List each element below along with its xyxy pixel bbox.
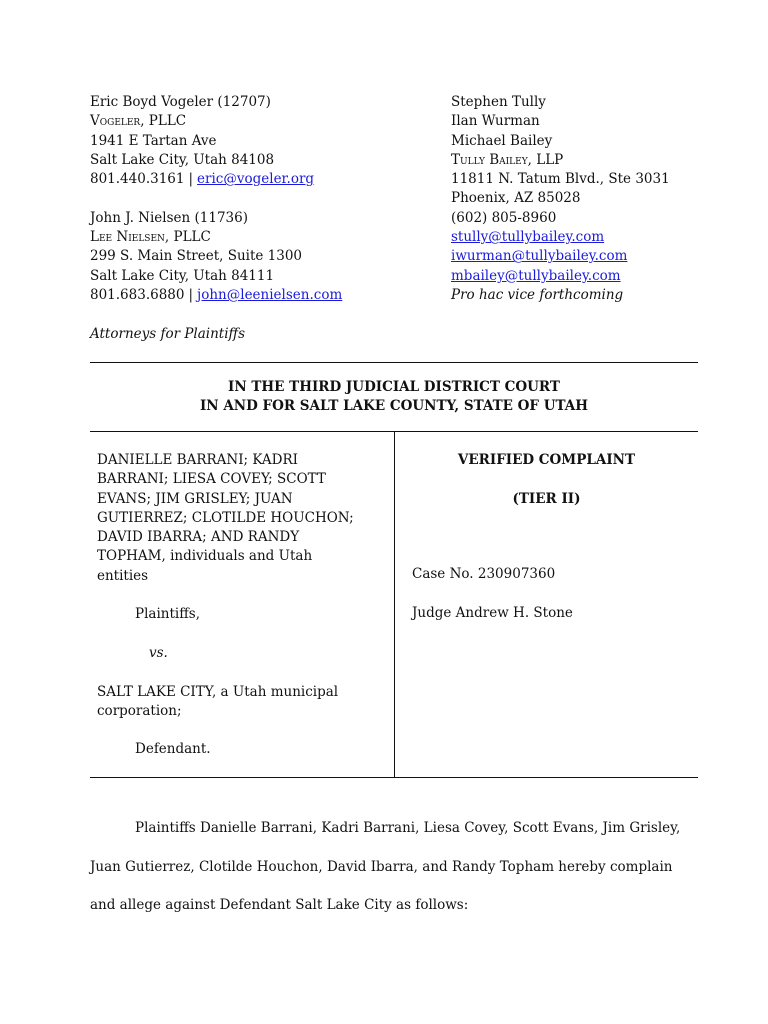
contact-line bbox=[90, 286, 430, 305]
spacer bbox=[97, 663, 387, 682]
spacer bbox=[97, 625, 387, 644]
judge-name: Judge Andrew H. Stone bbox=[412, 604, 573, 621]
spacer bbox=[97, 586, 387, 605]
caption-document-title bbox=[395, 451, 698, 509]
document-title: VERIFIED COMPLAINT bbox=[457, 452, 636, 468]
address-line: Salt Lake City, Utah 84111 bbox=[90, 267, 275, 284]
attorney-name-nielsen: John J. Nielsen (11736) bbox=[90, 209, 248, 226]
court-name-line1: IN THE THIRD JUDICIAL DISTRICT COURT bbox=[228, 379, 560, 395]
top-rule bbox=[90, 362, 698, 363]
court-heading bbox=[90, 378, 698, 417]
plaintiffs-label: Plaintiffs, bbox=[135, 606, 201, 623]
address-line: 11811 N. Tatum Blvd., Ste 3031 bbox=[451, 171, 670, 188]
defendant-line: SALT LAKE CITY, a Utah municipal bbox=[97, 683, 339, 700]
attorney-name-vogeler: Eric Boyd Vogeler (12707) bbox=[90, 94, 271, 110]
email-link-stully[interactable]: stully@tullybailey.com bbox=[451, 229, 605, 246]
attorneys-for-label: Attorneys for Plaintiffs bbox=[90, 325, 246, 342]
email-link-iwurman[interactable]: iwurman@tullybailey.com bbox=[451, 248, 628, 265]
plaintiffs-line: EVANS; JIM GRISLEY; JUAN bbox=[97, 490, 293, 507]
plaintiffs-line: DANIELLE BARRANI; KADRI bbox=[97, 452, 298, 468]
firm-name-tully-bailey: Tully Bailey, LLP bbox=[451, 151, 564, 168]
attorney-name-bailey: Michael Bailey bbox=[451, 132, 553, 149]
paragraph-line: Plaintiffs Danielle Barrani, Kadri Barrani, Liesa Covey, Scott Evans, Jim Grisley, bbox=[135, 820, 681, 836]
pro-hac-vice-note: Pro hac vice forthcoming bbox=[451, 286, 624, 303]
attorney-name-wurman: Ilan Wurman bbox=[451, 113, 540, 130]
phone-number: 801.683.6880 bbox=[90, 286, 185, 303]
plaintiffs-line: entities bbox=[97, 567, 149, 584]
tier-label: (TIER II) bbox=[512, 490, 581, 507]
defendant-line: corporation; bbox=[97, 702, 182, 719]
address-line: 299 S. Main Street, Suite 1300 bbox=[90, 248, 303, 265]
address-line: Phoenix, AZ 85028 bbox=[451, 190, 581, 207]
phone-number: (602) 805-8960 bbox=[451, 209, 557, 226]
plaintiffs-line: GUTIERREZ; CLOTILDE HOUCHON; bbox=[97, 509, 354, 526]
case-details bbox=[412, 565, 692, 623]
email-link-mbailey[interactable]: mbailey@tullybailey.com bbox=[451, 267, 621, 284]
separator: | bbox=[188, 286, 194, 303]
firm-name-vogeler: Vogeler, PLLC bbox=[90, 113, 187, 130]
left-counsel-block bbox=[90, 93, 430, 344]
case-number: Case No. 230907360 bbox=[412, 566, 556, 582]
spacer bbox=[395, 470, 698, 489]
spacer bbox=[90, 305, 430, 324]
email-link-nielsen[interactable]: john@leenielsen.com bbox=[197, 286, 343, 303]
spacer bbox=[412, 584, 692, 603]
plaintiffs-line: BARRANI; LIESA COVEY; SCOTT bbox=[97, 471, 326, 488]
right-counsel-block bbox=[451, 93, 701, 305]
spacer bbox=[90, 189, 430, 208]
phone-number: 801.440.3161 bbox=[90, 171, 185, 188]
email-link-vogeler[interactable]: eric@vogeler.org bbox=[197, 171, 315, 188]
plaintiffs-line: TOPHAM, individuals and Utah bbox=[97, 548, 313, 565]
attorney-name-tully: Stephen Tully bbox=[451, 94, 546, 110]
court-name-line2: IN AND FOR SALT LAKE COUNTY, STATE OF UTAH bbox=[199, 398, 589, 415]
defendant-label: Defendant. bbox=[135, 741, 211, 758]
separator: | bbox=[188, 171, 194, 188]
paragraph-line: Juan Gutierrez, Clotilde Houchon, David Ibarra, and Randy Topham hereby complain bbox=[90, 858, 673, 875]
versus-label: vs. bbox=[149, 644, 168, 661]
complaint-intro-paragraph bbox=[90, 809, 700, 925]
plaintiffs-line: DAVID IBARRA; AND RANDY bbox=[97, 529, 300, 546]
paragraph-line: and allege against Defendant Salt Lake City as follows: bbox=[90, 897, 469, 913]
spacer bbox=[97, 721, 387, 740]
caption-parties bbox=[97, 451, 387, 760]
caption-bottom-rule bbox=[90, 777, 698, 778]
address-line: 1941 E Tartan Ave bbox=[90, 132, 217, 149]
firm-name-nielsen: Lee Nielsen, PLLC bbox=[90, 229, 211, 246]
address-line: Salt Lake City, Utah 84108 bbox=[90, 151, 275, 168]
contact-line bbox=[90, 170, 430, 189]
